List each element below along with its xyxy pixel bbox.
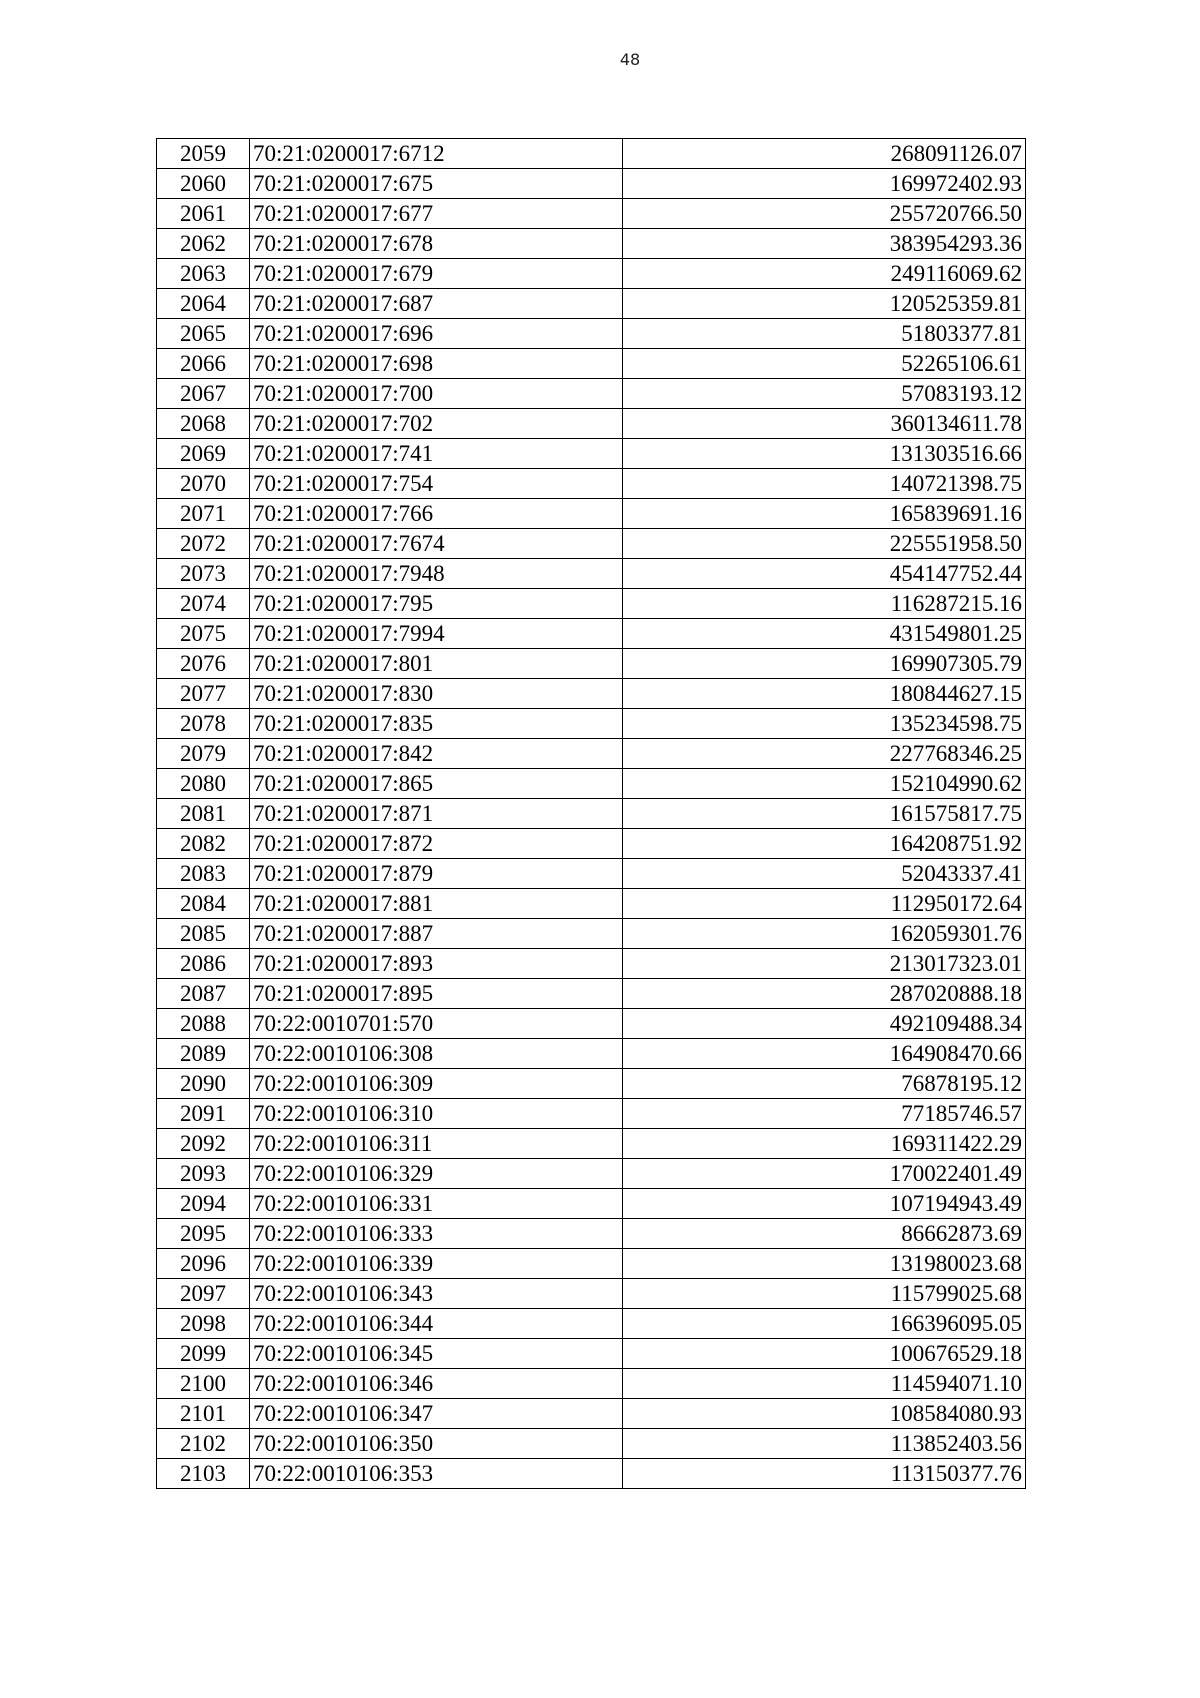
value-cell: 116287215.16: [623, 589, 1026, 619]
table-row: [157, 1249, 1026, 1279]
value-cell: 113852403.56: [623, 1429, 1026, 1459]
value-cell: 107194943.49: [623, 1189, 1026, 1219]
cadastral-number-cell: 70:21:0200017:766: [250, 499, 623, 529]
table-row: [157, 1339, 1026, 1369]
cadastral-number-cell: 70:21:0200017:879: [250, 859, 623, 889]
table-row: [157, 469, 1026, 499]
value-cell: 169311422.29: [623, 1129, 1026, 1159]
row-number-cell: 2069: [157, 439, 250, 469]
table-row: [157, 889, 1026, 919]
table-row: [157, 1039, 1026, 1069]
cadastral-number-cell: 70:21:0200017:865: [250, 769, 623, 799]
table-row: [157, 1429, 1026, 1459]
row-number-cell: 2072: [157, 529, 250, 559]
value-cell: 115799025.68: [623, 1279, 1026, 1309]
table-row: [157, 739, 1026, 769]
table-row: [157, 619, 1026, 649]
row-number-cell: 2086: [157, 949, 250, 979]
value-cell: 114594071.10: [623, 1369, 1026, 1399]
row-number-cell: 2092: [157, 1129, 250, 1159]
row-number-cell: 2101: [157, 1399, 250, 1429]
table-row: [157, 979, 1026, 1009]
row-number-cell: 2100: [157, 1369, 250, 1399]
cadastral-number-cell: 70:22:0010106:343: [250, 1279, 623, 1309]
cadastral-number-cell: 70:22:0010106:344: [250, 1309, 623, 1339]
cadastral-number-cell: 70:21:0200017:871: [250, 799, 623, 829]
table-row: [157, 1309, 1026, 1339]
value-cell: 166396095.05: [623, 1309, 1026, 1339]
row-number-cell: 2099: [157, 1339, 250, 1369]
row-number-cell: 2074: [157, 589, 250, 619]
row-number-cell: 2090: [157, 1069, 250, 1099]
value-cell: 169972402.93: [623, 169, 1026, 199]
value-cell: 268091126.07: [623, 139, 1026, 169]
row-number-cell: 2081: [157, 799, 250, 829]
cadastral-number-cell: 70:21:0200017:7948: [250, 559, 623, 589]
row-number-cell: 2103: [157, 1459, 250, 1489]
table-row: [157, 1129, 1026, 1159]
row-number-cell: 2073: [157, 559, 250, 589]
cadastral-number-cell: 70:21:0200017:795: [250, 589, 623, 619]
cadastral-number-cell: 70:22:0010106:339: [250, 1249, 623, 1279]
table-row: [157, 499, 1026, 529]
table-row: [157, 289, 1026, 319]
row-number-cell: 2061: [157, 199, 250, 229]
value-cell: 77185746.57: [623, 1099, 1026, 1129]
cadastral-number-cell: 70:21:0200017:872: [250, 829, 623, 859]
table-row: [157, 139, 1026, 169]
row-number-cell: 2080: [157, 769, 250, 799]
value-cell: 131980023.68: [623, 1249, 1026, 1279]
value-cell: 135234598.75: [623, 709, 1026, 739]
cadastral-number-cell: 70:21:0200017:893: [250, 949, 623, 979]
row-number-cell: 2063: [157, 259, 250, 289]
cadastral-number-cell: 70:21:0200017:698: [250, 349, 623, 379]
row-number-cell: 2066: [157, 349, 250, 379]
cadastral-number-cell: 70:21:0200017:801: [250, 649, 623, 679]
table-row: [157, 1399, 1026, 1429]
row-number-cell: 2084: [157, 889, 250, 919]
row-number-cell: 2091: [157, 1099, 250, 1129]
table-row: [157, 409, 1026, 439]
table-row: [157, 1279, 1026, 1309]
value-cell: 180844627.15: [623, 679, 1026, 709]
value-cell: 52265106.61: [623, 349, 1026, 379]
cadastral-number-cell: 70:21:0200017:678: [250, 229, 623, 259]
cadastral-number-cell: 70:22:0010106:308: [250, 1039, 623, 1069]
row-number-cell: 2098: [157, 1309, 250, 1339]
cadastral-number-cell: 70:21:0200017:696: [250, 319, 623, 349]
table-row: [157, 529, 1026, 559]
value-cell: 165839691.16: [623, 499, 1026, 529]
page-number: 48: [619, 50, 641, 69]
value-cell: 249116069.62: [623, 259, 1026, 289]
value-cell: 131303516.66: [623, 439, 1026, 469]
cadastral-number-cell: 70:22:0010106:350: [250, 1429, 623, 1459]
cadastral-number-cell: 70:22:0010106:333: [250, 1219, 623, 1249]
cadastral-number-cell: 70:21:0200017:687: [250, 289, 623, 319]
row-number-cell: 2082: [157, 829, 250, 859]
value-cell: 76878195.12: [623, 1069, 1026, 1099]
table-row: [157, 1219, 1026, 1249]
cadastral-number-cell: 70:21:0200017:887: [250, 919, 623, 949]
table-row: [157, 709, 1026, 739]
value-cell: 454147752.44: [623, 559, 1026, 589]
cadastral-number-cell: 70:21:0200017:6712: [250, 139, 623, 169]
cadastral-number-cell: 70:21:0200017:679: [250, 259, 623, 289]
table-row: [157, 319, 1026, 349]
value-cell: 112950172.64: [623, 889, 1026, 919]
cadastral-number-cell: 70:22:0010106:331: [250, 1189, 623, 1219]
table-row: [157, 1159, 1026, 1189]
table-row: [157, 1369, 1026, 1399]
value-cell: 108584080.93: [623, 1399, 1026, 1429]
table-row: [157, 379, 1026, 409]
cadastral-number-cell: 70:22:0010106:309: [250, 1069, 623, 1099]
row-number-cell: 2060: [157, 169, 250, 199]
table-row: [157, 1099, 1026, 1129]
row-number-cell: 2064: [157, 289, 250, 319]
cadastral-number-cell: 70:21:0200017:835: [250, 709, 623, 739]
value-cell: 86662873.69: [623, 1219, 1026, 1249]
table-row: [157, 1189, 1026, 1219]
row-number-cell: 2062: [157, 229, 250, 259]
cadastral-number-cell: 70:22:0010701:570: [250, 1009, 623, 1039]
value-cell: 164208751.92: [623, 829, 1026, 859]
value-cell: 161575817.75: [623, 799, 1026, 829]
table-row: [157, 1459, 1026, 1489]
cadastral-number-cell: 70:22:0010106:347: [250, 1399, 623, 1429]
cadastral-number-cell: 70:21:0200017:830: [250, 679, 623, 709]
cadastral-number-cell: 70:21:0200017:702: [250, 409, 623, 439]
row-number-cell: 2087: [157, 979, 250, 1009]
cadastral-number-cell: 70:22:0010106:353: [250, 1459, 623, 1489]
row-number-cell: 2097: [157, 1279, 250, 1309]
row-number-cell: 2068: [157, 409, 250, 439]
value-cell: 227768346.25: [623, 739, 1026, 769]
cadastral-number-cell: 70:22:0010106:329: [250, 1159, 623, 1189]
table-row: [157, 679, 1026, 709]
value-cell: 287020888.18: [623, 979, 1026, 1009]
row-number-cell: 2077: [157, 679, 250, 709]
row-number-cell: 2075: [157, 619, 250, 649]
value-cell: 164908470.66: [623, 1039, 1026, 1069]
table-row: [157, 589, 1026, 619]
table-row: [157, 769, 1026, 799]
value-cell: 162059301.76: [623, 919, 1026, 949]
row-number-cell: 2076: [157, 649, 250, 679]
cadastral-number-cell: 70:21:0200017:741: [250, 439, 623, 469]
value-cell: 213017323.01: [623, 949, 1026, 979]
cadastral-number-cell: 70:22:0010106:311: [250, 1129, 623, 1159]
row-number-cell: 2088: [157, 1009, 250, 1039]
row-number-cell: 2078: [157, 709, 250, 739]
row-number-cell: 2093: [157, 1159, 250, 1189]
table-row: [157, 349, 1026, 379]
table-row: [157, 799, 1026, 829]
table-row: [157, 439, 1026, 469]
value-cell: 152104990.62: [623, 769, 1026, 799]
cadastral-number-cell: 70:22:0010106:310: [250, 1099, 623, 1129]
data-table: [156, 138, 1026, 1489]
value-cell: 120525359.81: [623, 289, 1026, 319]
row-number-cell: 2085: [157, 919, 250, 949]
table-row: [157, 169, 1026, 199]
row-number-cell: 2065: [157, 319, 250, 349]
table-row: [157, 859, 1026, 889]
value-cell: 51803377.81: [623, 319, 1026, 349]
value-cell: 383954293.36: [623, 229, 1026, 259]
table-row: [157, 199, 1026, 229]
table-row: [157, 1069, 1026, 1099]
table-row: [157, 229, 1026, 259]
cadastral-number-cell: 70:21:0200017:842: [250, 739, 623, 769]
value-cell: 169907305.79: [623, 649, 1026, 679]
value-cell: 492109488.34: [623, 1009, 1026, 1039]
cadastral-number-cell: 70:21:0200017:7994: [250, 619, 623, 649]
row-number-cell: 2102: [157, 1429, 250, 1459]
table-row: [157, 829, 1026, 859]
value-cell: 57083193.12: [623, 379, 1026, 409]
value-cell: 225551958.50: [623, 529, 1026, 559]
row-number-cell: 2094: [157, 1189, 250, 1219]
row-number-cell: 2095: [157, 1219, 250, 1249]
row-number-cell: 2071: [157, 499, 250, 529]
row-number-cell: 2070: [157, 469, 250, 499]
table-row: [157, 949, 1026, 979]
table-row: [157, 1009, 1026, 1039]
value-cell: 360134611.78: [623, 409, 1026, 439]
cadastral-number-cell: 70:21:0200017:700: [250, 379, 623, 409]
value-cell: 140721398.75: [623, 469, 1026, 499]
value-cell: 52043337.41: [623, 859, 1026, 889]
cadastral-number-cell: 70:21:0200017:7674: [250, 529, 623, 559]
cadastral-number-cell: 70:21:0200017:895: [250, 979, 623, 1009]
row-number-cell: 2067: [157, 379, 250, 409]
row-number-cell: 2059: [157, 139, 250, 169]
cadastral-number-cell: 70:21:0200017:675: [250, 169, 623, 199]
row-number-cell: 2083: [157, 859, 250, 889]
value-cell: 170022401.49: [623, 1159, 1026, 1189]
row-number-cell: 2079: [157, 739, 250, 769]
table-row: [157, 919, 1026, 949]
value-cell: 100676529.18: [623, 1339, 1026, 1369]
value-cell: 431549801.25: [623, 619, 1026, 649]
row-number-cell: 2096: [157, 1249, 250, 1279]
cadastral-number-cell: 70:22:0010106:345: [250, 1339, 623, 1369]
table-body: [157, 139, 1026, 1489]
cadastral-number-cell: 70:21:0200017:754: [250, 469, 623, 499]
table-row: [157, 559, 1026, 589]
table-row: [157, 259, 1026, 289]
value-cell: 113150377.76: [623, 1459, 1026, 1489]
cadastral-number-cell: 70:22:0010106:346: [250, 1369, 623, 1399]
value-cell: 255720766.50: [623, 199, 1026, 229]
cadastral-number-cell: 70:21:0200017:677: [250, 199, 623, 229]
row-number-cell: 2089: [157, 1039, 250, 1069]
table-row: [157, 649, 1026, 679]
cadastral-number-cell: 70:21:0200017:881: [250, 889, 623, 919]
